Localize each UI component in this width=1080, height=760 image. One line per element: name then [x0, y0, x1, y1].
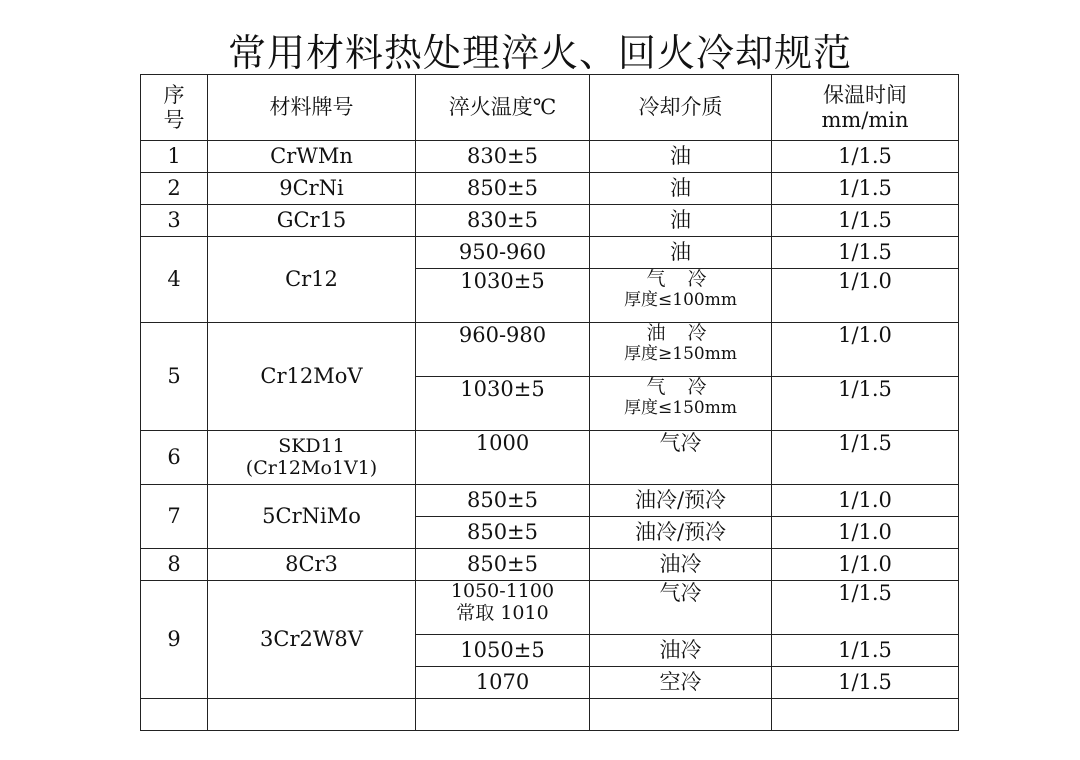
cell-medium: 气 冷 厚度≤100mm — [590, 269, 772, 323]
cell-medium: 油冷 — [590, 549, 772, 581]
cell-medium: 油 — [590, 141, 772, 173]
cell-material: 3Cr2W8V — [208, 581, 416, 699]
cell-temp: 850±5 — [416, 517, 590, 549]
cell-hold: 1/1.5 — [772, 141, 959, 173]
header-cooling-medium: 冷却介质 — [590, 75, 772, 141]
cell-material: CrWMn — [208, 141, 416, 173]
table-row — [141, 173, 959, 205]
table-row — [141, 237, 959, 269]
cell-no: 3 — [141, 205, 208, 237]
cell-medium: 空冷 — [590, 667, 772, 699]
cell-temp: 960-980 — [416, 323, 590, 377]
cell-medium: 油冷 — [590, 635, 772, 667]
cell-material: 8Cr3 — [208, 549, 416, 581]
cell-temp: 950-960 — [416, 237, 590, 269]
table-row — [141, 549, 959, 581]
table-row — [141, 205, 959, 237]
table-row — [141, 581, 959, 635]
cell-hold: 1/1.5 — [772, 581, 959, 635]
cell-temp: 1050-1100 常取 1010 — [416, 581, 590, 635]
quench-temper-spec-table — [140, 74, 959, 731]
cell-hold: 1/1.5 — [772, 173, 959, 205]
cell-material: GCr15 — [208, 205, 416, 237]
empty-cell — [208, 699, 416, 731]
cell-temp: 1030±5 — [416, 269, 590, 323]
empty-row — [141, 699, 959, 731]
cell-medium: 油 冷 厚度≥150mm — [590, 323, 772, 377]
cell-no: 7 — [141, 485, 208, 549]
cell-temp: 850±5 — [416, 485, 590, 517]
cell-no: 4 — [141, 237, 208, 323]
empty-cell — [772, 699, 959, 731]
cell-material: 9CrNi — [208, 173, 416, 205]
cell-temp: 850±5 — [416, 173, 590, 205]
cell-no: 9 — [141, 581, 208, 699]
cell-material: SKD11 (Cr12Mo1V1) — [208, 431, 416, 485]
cell-hold: 1/1.5 — [772, 205, 959, 237]
table-row — [141, 431, 959, 485]
cell-hold: 1/1.5 — [772, 667, 959, 699]
header-material: 材料牌号 — [208, 75, 416, 141]
cell-medium: 油冷/预冷 — [590, 485, 772, 517]
document-title: 常用材料热处理淬火、回火冷却规范 — [227, 31, 852, 75]
cell-temp: 1050±5 — [416, 635, 590, 667]
cell-hold: 1/1.5 — [772, 635, 959, 667]
empty-cell — [590, 699, 772, 731]
header-hold-time: 保温时间 mm/min — [772, 75, 959, 141]
cell-no: 8 — [141, 549, 208, 581]
cell-medium: 油冷/预冷 — [590, 517, 772, 549]
cell-material: Cr12 — [208, 237, 416, 323]
cell-temp: 1030±5 — [416, 377, 590, 431]
cell-medium: 气冷 — [590, 431, 772, 485]
cell-hold: 1/1.0 — [772, 485, 959, 517]
cell-medium: 油 — [590, 205, 772, 237]
cell-hold: 1/1.5 — [772, 237, 959, 269]
cell-medium: 油 — [590, 237, 772, 269]
table-row — [141, 485, 959, 517]
cell-temp: 1000 — [416, 431, 590, 485]
cell-medium: 气冷 — [590, 581, 772, 635]
cell-hold: 1/1.0 — [772, 269, 959, 323]
cell-temp: 830±5 — [416, 141, 590, 173]
cell-medium: 气 冷 厚度≤150mm — [590, 377, 772, 431]
cell-material: 5CrNiMo — [208, 485, 416, 549]
cell-no: 2 — [141, 173, 208, 205]
cell-no: 6 — [141, 431, 208, 485]
cell-no: 1 — [141, 141, 208, 173]
cell-hold: 1/1.5 — [772, 377, 959, 431]
cell-material: Cr12MoV — [208, 323, 416, 431]
cell-hold: 1/1.0 — [772, 323, 959, 377]
header-row — [141, 75, 959, 141]
cell-medium: 油 — [590, 173, 772, 205]
table-row — [141, 323, 959, 377]
empty-cell — [416, 699, 590, 731]
cell-no: 5 — [141, 323, 208, 431]
header-no: 序 号 — [141, 75, 208, 141]
table-row — [141, 141, 959, 173]
empty-cell — [141, 699, 208, 731]
cell-hold: 1/1.0 — [772, 549, 959, 581]
header-quench-temp: 淬火温度℃ — [416, 75, 590, 141]
cell-temp: 1070 — [416, 667, 590, 699]
cell-hold: 1/1.5 — [772, 431, 959, 485]
cell-temp: 850±5 — [416, 549, 590, 581]
cell-hold: 1/1.0 — [772, 517, 959, 549]
cell-temp: 830±5 — [416, 205, 590, 237]
